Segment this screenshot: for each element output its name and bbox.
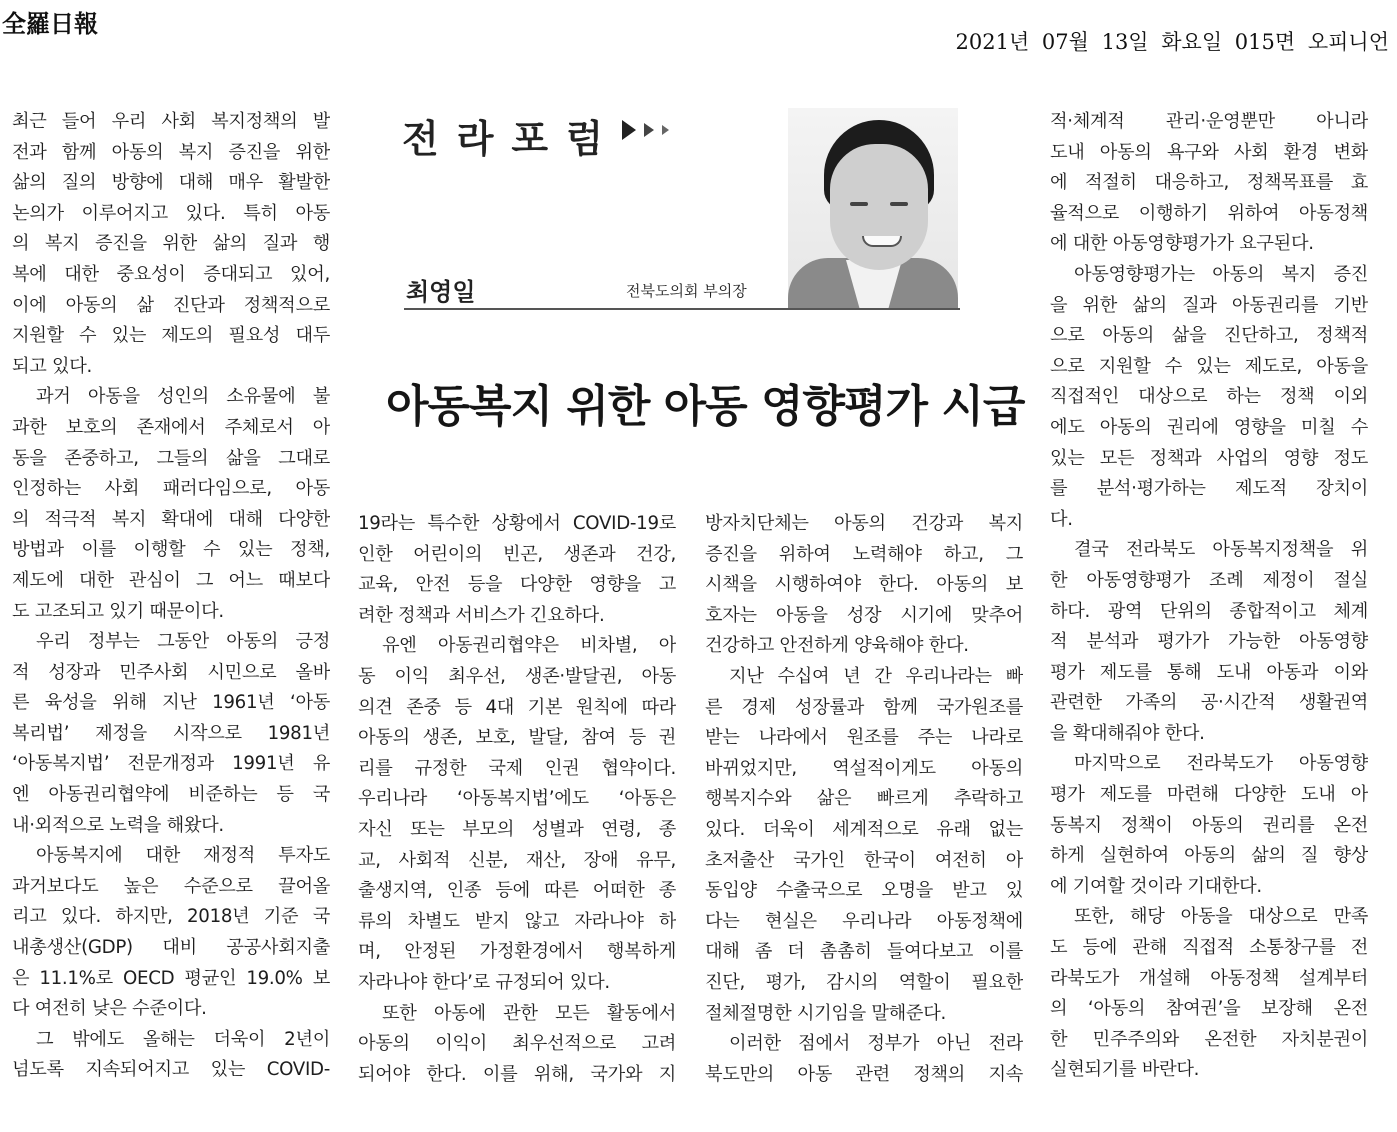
article-text-line: 하게 실현하여 아동의 삶의 질 향상 <box>1050 845 1368 867</box>
article-text-line: 의 ‘아동의 참여권’을 보장해 온전 <box>1050 998 1368 1020</box>
article-text-line: 되어야 한다. 이를 위해, 국가와 지 <box>358 1063 676 1085</box>
article-text-line: 며, 안정된 가정환경에서 행복하게 <box>358 941 676 963</box>
article-text-line: 지원할 수 있는 제도의 필요성 대두 <box>12 325 330 347</box>
article-text-line: 도 고조되고 있기 때문이다. <box>12 600 224 622</box>
article-text-line: 동을 존중하고, 그들의 삶을 그대로 <box>12 447 330 469</box>
article-text-line: 른 육성을 위해 지난 1961년 ‘아동 <box>12 692 330 714</box>
article-text-line: 과거보다도 높은 수준으로 끌어올 <box>12 875 330 897</box>
photo-face <box>830 144 928 270</box>
article-text-line: 평가 제도를 통해 도내 아동과 이와 <box>1050 661 1368 683</box>
article-text-line: 자신 또는 부모의 성별과 연령, 종 <box>358 818 676 840</box>
article-text-line: 으로 지원할 수 있는 제도로, 아동을 <box>1050 355 1368 377</box>
article-text-line: 평가 제도를 마련해 다양한 도내 아 <box>1050 784 1368 806</box>
article-text-line: 넘도록 지속되어지고 있는 COVID- <box>12 1059 330 1081</box>
article-text-line: 류의 차별도 받지 않고 자라나야 하 <box>358 910 676 932</box>
article-column-3 <box>705 509 1023 1090</box>
article-text-line: 리를 규정한 국제 인권 협약이다. <box>358 757 676 779</box>
triple-arrow-icon <box>622 120 669 140</box>
article-text-line: 아동복지에 대한 재정적 투자도 <box>36 845 330 867</box>
article-text-line: 인정하는 사회 패러다임으로, 아동 <box>12 478 330 500</box>
article-text-line: 를 분석·평가하는 제도적 장치이 <box>1050 478 1368 500</box>
author-name: 최영일 <box>406 278 476 306</box>
article-text-line: 건강하고 안전하게 양육해야 한다. <box>705 635 969 657</box>
article-text-line: 의 적극적 복지 확대에 대해 다양한 <box>12 508 330 530</box>
photo-eye-right <box>890 202 908 206</box>
article-text-line: 려한 정책과 서비스가 긴요하다. <box>358 604 605 626</box>
article-text-line: 율적으로 이행하기 위하여 아동정책 <box>1050 202 1368 224</box>
article-text-line: 적 분석과 평가가 가능한 아동영향 <box>1050 631 1368 653</box>
article-text-line: 인한 어린이의 빈곤, 생존과 건강, <box>358 543 676 565</box>
article-text-line: 결국 전라북도 아동복지정책을 위 <box>1074 539 1368 561</box>
article-text-line: 엔 아동권리협약에 비준하는 등 국 <box>12 784 330 806</box>
article-text-line: 호자는 아동을 성장 시기에 맞추어 <box>705 604 1023 626</box>
article-text-line: 한 민주주의와 온전한 자치분권이 <box>1050 1028 1368 1050</box>
arrow-small-icon <box>662 125 669 135</box>
article-column-2 <box>358 509 676 1090</box>
article-column-4 <box>1050 107 1368 1086</box>
column-header <box>400 100 960 310</box>
article-text-line: 이러한 점에서 정부가 아닌 전라 <box>729 1033 1023 1055</box>
article-text-line: 도내 아동의 욕구와 사회 환경 변화 <box>1050 141 1368 163</box>
article-headline: 아동복지 위한 아동 영향평가 시급 <box>386 381 1025 432</box>
article-text-line: 에 대한 아동영향평가가 요구된다. <box>1050 233 1314 255</box>
article-text-line: 제도에 대한 관심이 그 어느 때보다 <box>12 569 330 591</box>
article-text-line: 동복지 정책이 아동의 권리를 온전 <box>1050 814 1368 836</box>
article-text-line: 있는 모든 정책과 사업의 영향 정도 <box>1050 447 1368 469</box>
article-text-line: 적·체계적 관리·운영뿐만 아니라 <box>1050 111 1368 132</box>
article-text-line: 다는 현실은 우리나라 아동정책에 <box>705 910 1023 932</box>
article-text-line: 삶의 질의 방향에 대해 매우 활발한 <box>12 172 330 194</box>
article-text-line: 동 이익 최우선, 생존·발달권, 아동 <box>358 665 676 687</box>
article-text-line: 복에 대한 중요성이 증대되고 있어, <box>12 263 330 285</box>
article-text-line: 을 확대해줘야 한다. <box>1050 722 1205 744</box>
article-text-line: 바뀌었지만, 역설적이게도 아동의 <box>705 757 1023 779</box>
article-text-line: 의견 존중 등 4대 기본 원칙에 따라 <box>358 696 676 718</box>
article-text-line: 아동의 이익이 최우선적으로 고려 <box>358 1033 676 1055</box>
article-text-line: 시책을 시행하여야 한다. 아동의 보 <box>705 574 1023 596</box>
article-text-line: 의 복지 증진을 위한 삶의 질과 행 <box>12 233 330 255</box>
article-text-line: 에 기여할 것이라 기대한다. <box>1050 875 1262 897</box>
article-text-line: 행복지수와 삶은 빠르게 추락하고 <box>705 788 1023 810</box>
article-text-line: 우리 정부는 그동안 아동의 긍정 <box>36 631 330 653</box>
article-text-line: 받는 나라에서 원조를 주는 나라로 <box>705 727 1023 749</box>
photo-eye-left <box>850 202 868 206</box>
article-text-line: 그 밖에도 올해는 더욱이 2년이 <box>36 1028 330 1050</box>
article-text-line: 방법과 이를 이행할 수 있는 정책, <box>12 539 330 561</box>
article-column-1 <box>12 107 330 1086</box>
arrow-large-icon <box>622 120 636 140</box>
article-text-line: 방자치단체는 아동의 건강과 복지 <box>705 513 1023 534</box>
article-text-line: 19라는 특수한 상황에서 COVID-19로 <box>358 513 676 534</box>
article-text-line: 아동의 생존, 보호, 발달, 참여 등 권 <box>358 727 676 749</box>
article-text-line: 아동영향평가는 아동의 복지 증진 <box>1074 263 1368 285</box>
dateline: 2021년 07월 13일 화요일 015면 오피니언 <box>955 30 1389 54</box>
photo-mouth <box>862 236 902 247</box>
article-text-line: 은 11.1%로 OECD 평균인 19.0% 보 <box>12 967 330 989</box>
article-text-line: 증진을 위하여 노력해야 하고, 그 <box>705 543 1023 565</box>
article-text-line: 복리법’ 제정을 시작으로 1981년 <box>12 722 330 744</box>
article-text-line: 다 여전히 낮은 수준이다. <box>12 998 207 1020</box>
article-text-line: 에 적절히 대응하고, 정책목표를 효 <box>1050 172 1368 194</box>
article-text-line: 직접적인 대상으로 하는 정책 이외 <box>1050 386 1368 408</box>
byline-divider <box>404 308 960 310</box>
article-text-line: 과거 아동을 성인의 소유물에 불 <box>36 386 330 408</box>
article-text-line: 을 위한 삶의 질과 아동권리를 기반 <box>1050 294 1368 316</box>
article-text-line: 최근 들어 우리 사회 복지정책의 발 <box>12 111 330 132</box>
article-text-line: 리고 있다. 하지만, 2018년 기준 국 <box>12 906 330 928</box>
article-text-line: 마지막으로 전라북도가 아동영향 <box>1074 753 1368 775</box>
newspaper-masthead: 全羅日報 <box>2 10 98 38</box>
article-text-line: 과한 보호의 존재에서 주체로서 아 <box>12 416 330 438</box>
article-text-line: 적 성장과 민주사회 시민으로 올바 <box>12 661 330 683</box>
article-text-line: 교, 사회적 신분, 재산, 장애 유무, <box>358 849 676 871</box>
article-text-line: 출생지역, 인종 등에 따른 어떠한 종 <box>358 880 676 902</box>
article-text-line: 도 등에 관해 직접적 소통창구를 전 <box>1050 937 1368 959</box>
article-text-line: 내·외적으로 노력을 해왔다. <box>12 814 224 836</box>
section-title: 전라포럼 <box>402 117 621 161</box>
article-text-line: 다. <box>1050 508 1073 530</box>
author-position: 전북도의회 부의장 <box>626 282 747 300</box>
article-text-line: 대해 좀 더 촘촘히 들여다보고 이를 <box>705 941 1023 963</box>
article-text-line: 우리나라 ‘아동복지법’에도 ‘아동은 <box>358 788 676 810</box>
article-text-line: 른 경제 성장률과 함께 국가원조를 <box>705 696 1023 718</box>
author-photo <box>788 108 958 308</box>
article-text-line: 자라나야 한다’로 규정되어 있다. <box>358 971 610 993</box>
article-text-line: 교육, 안전 등을 다양한 영향을 고 <box>358 574 676 596</box>
article-text-line: 또한, 해당 아동을 대상으로 만족 <box>1074 906 1368 928</box>
article-text-line: 으로 아동의 삶을 진단하고, 정책적 <box>1050 325 1368 347</box>
article-text-line: 또한 아동에 관한 모든 활동에서 <box>382 1002 676 1024</box>
article-text-line: 되고 있다. <box>12 355 93 377</box>
article-text-line: 동입양 수출국으로 오명을 받고 있 <box>705 880 1023 902</box>
article-text-line: 전과 함께 아동의 복지 증진을 위한 <box>12 141 330 163</box>
article-text-line: 북도만의 아동 관련 정책의 지속 <box>705 1063 1023 1085</box>
article-text-line: 라북도가 개설해 아동정책 설계부터 <box>1050 967 1368 989</box>
article-text-line: 유엔 아동권리협약은 비차별, 아 <box>382 635 676 657</box>
article-text-line: 관련한 가족의 공·시간적 생활권역 <box>1050 692 1368 714</box>
article-text-line: 내총생산(GDP) 대비 공공사회지출 <box>12 937 330 959</box>
article-text-line: 지난 수십여 년 간 우리나라는 빠 <box>729 665 1023 687</box>
article-text-line: ‘아동복지법’ 전문개정과 1991년 유 <box>12 753 330 775</box>
article-text-line: 에도 아동의 권리에 영향을 미칠 수 <box>1050 416 1368 438</box>
article-text-line: 실현되기를 바란다. <box>1050 1059 1200 1081</box>
article-text-line: 있다. 더욱이 세계적으로 유래 없는 <box>705 818 1023 840</box>
article-text-line: 이에 아동의 삶 진단과 정책적으로 <box>12 294 330 316</box>
arrow-medium-icon <box>644 123 654 137</box>
article-text-line: 한 아동영향평가 조례 제정이 절실 <box>1050 569 1368 591</box>
article-text-line: 하다. 광역 단위의 종합적이고 체계 <box>1050 600 1368 622</box>
article-text-line: 초저출산 국가인 한국이 여전히 아 <box>705 849 1023 871</box>
article-text-line: 진단, 평가, 감시의 역할이 필요한 <box>705 971 1023 993</box>
article-text-line: 절체절명한 시기임을 말해준다. <box>705 1002 946 1024</box>
article-text-line: 논의가 이루어지고 있다. 특히 아동 <box>12 202 330 224</box>
